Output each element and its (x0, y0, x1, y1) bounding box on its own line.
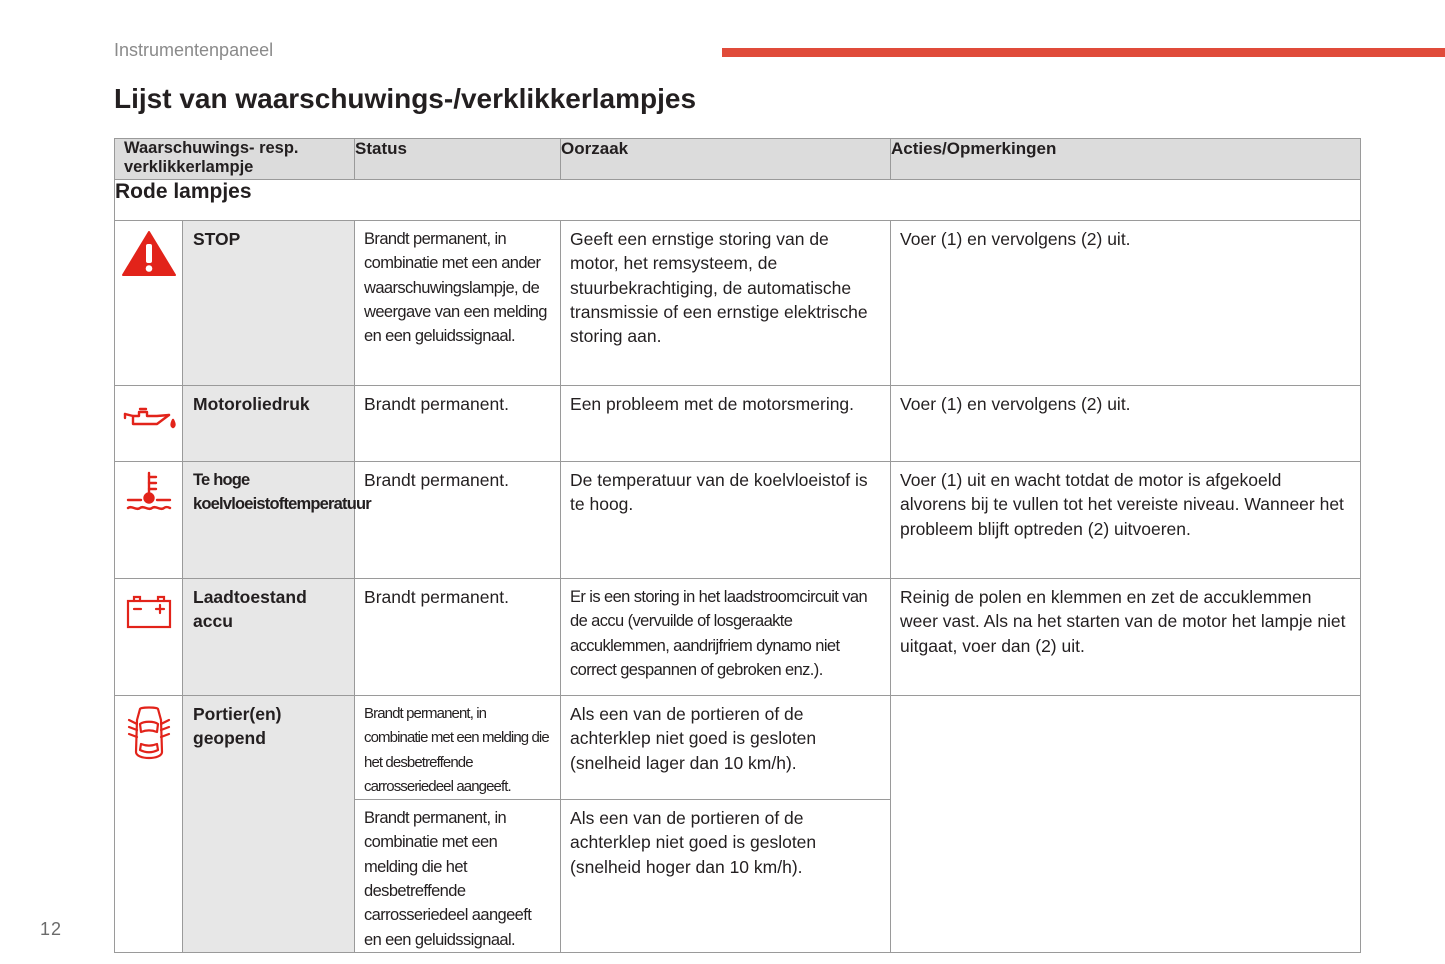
lamp-name: Motoroliedruk (183, 386, 355, 462)
lamp-cause: Een probleem met de motorsmering. (561, 386, 891, 462)
warning-triangle-icon (115, 221, 183, 386)
battery-icon (115, 579, 183, 696)
lamp-status: Brandt permanent. (355, 386, 561, 462)
lamp-cause: De temperatuur van de koelvloeistof is te hoog. (561, 462, 891, 579)
accent-bar (722, 48, 1445, 57)
lamp-action: Voer (1) en vervolgens (2) uit. (891, 221, 1361, 386)
lamp-name (183, 462, 371, 579)
oil-can-icon (115, 386, 183, 462)
door-open-icon (115, 696, 183, 953)
lamp-cause: Er is een storing in het laadstroomcircuit van de accu (vervuilde of losgeraakte accuklemmen, aandrijfriem dynamo niet correct gespannen of gebroken enz.). (561, 579, 891, 696)
col-header-status: Status (355, 139, 561, 180)
lamp-action: Voer (1) uit en wacht totdat de motor is afgekoeld alvorens bij te vullen tot het vereiste niveau. Wanneer het probleem blijft optreden (2) uitvoeren. (891, 462, 1361, 579)
group-label: Rode lampjes (115, 180, 1361, 221)
col-header-actions: Acties/Opmerkingen (891, 139, 1361, 180)
section-label: Instrumentenpaneel (114, 40, 274, 60)
lamp-status: Brandt permanent, in combinatie met een melding die het desbetreffende carrosseriedeel aangeeft en een geluidssignaal. (355, 800, 561, 953)
group-row (115, 180, 1361, 221)
table-header-row (115, 139, 1361, 180)
lamp-name: STOP (183, 221, 355, 386)
lamp-name: Laadtoestand accu (183, 579, 355, 696)
page-title: Lijst van waarschuwings-/verklikkerlampjes (114, 83, 697, 114)
coolant-temperature-icon (115, 462, 183, 579)
lamp-name: Portier(en) geopend (183, 696, 355, 953)
lamp-status: Brandt permanent, in combinatie met een melding die het desbetreffende carrosseriedeel aangeeft. (355, 696, 561, 800)
lamp-cause: Als een van de portieren of de achterklep niet goed is gesloten (snelheid hoger dan 10 km/h). (561, 800, 891, 953)
lamp-status: Brandt permanent. (355, 579, 561, 696)
table-row (115, 386, 1361, 462)
table-row (115, 696, 1361, 800)
lamp-name-text: Te hoge koelvloeistoftemperatuur (193, 471, 371, 513)
table-row (115, 221, 1361, 386)
lamp-action: Reinig de polen en klemmen en zet de accuklemmen weer vast. Als na het starten van de motor het lampje niet uitgaat, voer dan (2) uit. (891, 579, 1361, 696)
lamp-status: Brandt permanent. (355, 462, 561, 579)
warning-lamps-table (114, 138, 1361, 953)
lamp-action: Voer (1) en vervolgens (2) uit. (891, 386, 1361, 462)
col-header-cause: Oorzaak (561, 139, 891, 180)
table-row (115, 579, 1361, 696)
lamp-cause: Als een van de portieren of de achterklep niet goed is gesloten (snelheid lager dan 10 km/h). (561, 696, 891, 800)
table-row (115, 462, 1361, 579)
lamp-action (891, 696, 1361, 953)
col-header-lamp: Waarschuwings- resp. verklikkerlampje (115, 139, 355, 180)
lamp-cause: Geeft een ernstige storing van de motor, het remsysteem, de stuurbekrachtiging, de automatische transmissie of een ernstige elektrische storing aan. (561, 221, 891, 386)
page-number: 12 (40, 919, 63, 939)
lamp-status: Brandt permanent, in combinatie met een ander waarschuwingslampje, de weergave van een melding en een geluidssignaal. (355, 221, 561, 386)
